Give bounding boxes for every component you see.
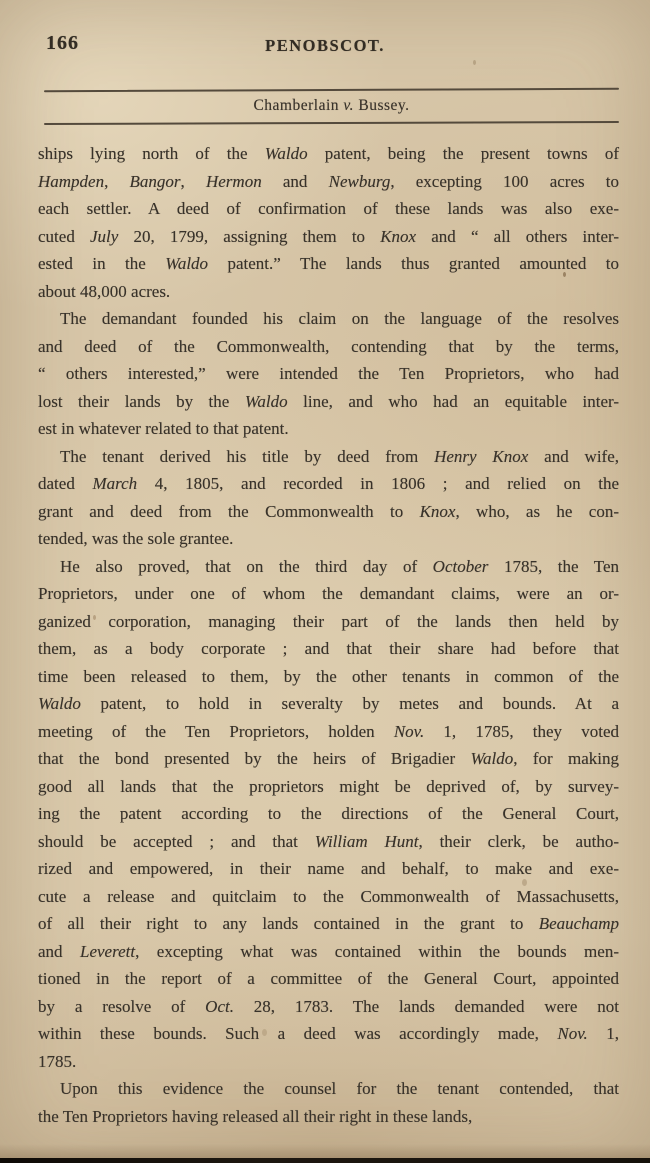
italic-run: William Hunt — [314, 831, 419, 851]
text-line — [38, 415, 619, 443]
text-run: time been released to them, by the other tenants in common of the — [38, 666, 619, 686]
text-run: 28, 1783. The lands demanded were not — [233, 996, 619, 1016]
paragraph — [38, 1075, 619, 1130]
text-run: dated — [38, 474, 93, 493]
running-title: PENOBSCOT. — [265, 36, 385, 55]
text-run: ested in the — [38, 254, 166, 273]
text-run: , excepting what was contained within the bounds men- — [135, 941, 619, 961]
text-line — [38, 800, 619, 828]
paragraph — [38, 443, 619, 553]
text-run: , for making — [513, 749, 619, 768]
text-run: within these bounds. Such a deed was accordingly made, — [38, 1024, 558, 1043]
text-line — [38, 993, 619, 1021]
text-run: rized and empowered, in their name and behalf, to make and exe- — [38, 859, 619, 878]
paragraph — [38, 553, 619, 1076]
text-run: by a resolve of — [38, 996, 206, 1016]
text-run: Chamberlain — [253, 97, 344, 114]
text-line — [38, 525, 619, 553]
text-line — [38, 195, 619, 223]
italic-run: Waldo — [244, 391, 288, 411]
text-line — [38, 470, 619, 498]
text-line — [38, 608, 619, 636]
text-run: that the bond presented by the heirs of Brigadier — [38, 749, 471, 768]
text-run: and — [38, 941, 81, 961]
italic-run: Oct. — [205, 996, 234, 1016]
text-run: patent.” The lands thus granted amounted to — [208, 254, 620, 273]
italic-run: Bangor — [129, 171, 181, 191]
scan-edge — [0, 1158, 650, 1163]
text-run: and “ all others inter- — [416, 226, 619, 246]
text-run: ganized corporation, managing their part of the lands then held by — [38, 611, 619, 631]
page-bottom-shading — [0, 1144, 650, 1158]
text-run: and deed of the Commonwealth, contending that by the terms, — [38, 336, 619, 356]
text-run: The demandant founded his claim on the language of the resolves — [60, 309, 619, 328]
italic-run: Hampden — [38, 171, 105, 191]
text-run: line, and who had an equitable inter- — [287, 391, 619, 411]
text-run: and wife, — [528, 446, 619, 466]
text-run: good all lands that the proprietors might be deprived of, by survey- — [38, 776, 619, 796]
text-line — [38, 278, 619, 306]
text-line — [38, 718, 619, 746]
text-line — [38, 965, 619, 993]
text-line — [38, 635, 619, 663]
text-run: The tenant derived his title by deed from — [60, 446, 435, 466]
text-line — [38, 828, 619, 856]
italic-run: v. — [343, 97, 354, 114]
text-run: 1, 1785, they voted — [424, 721, 619, 741]
text-run: 4, 1805, and recorded in 1806 ; and relied on the — [137, 474, 619, 493]
text-run: meeting of the Ten Proprietors, holden — [38, 721, 394, 741]
italic-run: Nov. — [393, 721, 425, 741]
italic-run: Beauchamp — [538, 914, 619, 933]
text-run: them, as a body corporate ; and that their share had before that — [38, 639, 619, 658]
text-line — [38, 1103, 619, 1131]
case-title — [44, 97, 619, 115]
text-line — [38, 883, 619, 911]
text-line — [38, 498, 619, 526]
italic-run: Knox — [380, 226, 417, 246]
italic-run: Waldo — [165, 254, 209, 273]
text-line — [38, 223, 619, 251]
text-line — [38, 443, 619, 471]
text-run: patent, to hold in severalty by metes and bounds. At a — [80, 694, 619, 713]
text-run: Proprietors, under one of whom the demandant claims, were an or- — [38, 584, 619, 603]
text-line — [38, 663, 619, 691]
text-run: lost their lands by the — [38, 391, 245, 411]
text-line — [38, 773, 619, 801]
text-run: 1, — [587, 1024, 620, 1043]
text-run: 1785, the Ten — [488, 556, 619, 576]
text-run: Bussey. — [354, 97, 410, 114]
text-run: the Ten Proprietors having released all their right in these lands, — [38, 1106, 473, 1126]
text-run: grant and deed from the Commonwealth to — [38, 501, 420, 521]
text-line — [38, 168, 619, 196]
text-run: cute a release and quitclaim to the Commonwealth of Massachusetts, — [38, 886, 619, 906]
text-run: of all their right to any lands contained in the grant to — [38, 914, 539, 933]
text-run: , — [104, 171, 130, 191]
text-line — [38, 855, 619, 883]
text-line — [38, 910, 619, 938]
text-run: , who, as he con- — [455, 501, 619, 521]
text-run: should be accepted ; and that — [38, 831, 315, 851]
text-line — [38, 140, 619, 168]
text-line — [38, 333, 619, 361]
text-run: tended, was the sole grantee. — [38, 529, 234, 548]
text-run: , excepting 100 acres to — [390, 171, 620, 191]
text-line — [38, 388, 619, 416]
text-run: He also proved, that on the third day of — [60, 556, 433, 576]
text-line — [38, 1020, 619, 1048]
text-line — [38, 580, 619, 608]
text-run: , — [180, 171, 206, 191]
text-line — [38, 250, 619, 278]
text-run: about 48,000 acres. — [38, 281, 171, 301]
text-line — [38, 1048, 619, 1076]
text-line — [38, 305, 619, 333]
italic-run: Waldo — [470, 749, 514, 768]
italic-run: October — [432, 556, 489, 576]
text-run: each settler. A deed of confirmation of these lands was also exe- — [38, 199, 619, 218]
text-line — [38, 938, 619, 966]
paragraph — [38, 140, 619, 305]
italic-run: Waldo — [38, 694, 81, 713]
text-run: patent, being the present towns of — [307, 144, 619, 163]
body-text — [38, 140, 619, 1130]
text-run: tioned in the report of a committee of the General Court, appointed — [38, 969, 619, 988]
page-number: 166 — [46, 32, 79, 54]
text-line — [38, 360, 619, 388]
italic-run: Henry Knox — [434, 446, 529, 466]
italic-run: Leverett — [80, 941, 136, 961]
text-run: 1785. — [38, 1051, 77, 1071]
text-run: ships lying north of the — [38, 144, 265, 163]
paragraph — [38, 305, 619, 443]
text-run: Upon this evidence the counsel for the tenant contended, that — [60, 1079, 619, 1098]
text-run: “ others interested,” were intended the Ten Proprietors, who had — [38, 364, 619, 383]
text-line — [38, 553, 619, 581]
text-run: cuted — [38, 226, 90, 246]
italic-run: July — [89, 226, 119, 246]
text-line — [38, 1075, 619, 1103]
text-run: and — [261, 171, 329, 191]
italic-run: March — [92, 474, 138, 493]
text-line — [38, 690, 619, 718]
italic-run: Knox — [419, 501, 456, 521]
italic-run: Waldo — [264, 144, 308, 163]
text-run: 20, 1799, assigning them to — [118, 226, 381, 246]
text-run: est in whatever related to that patent. — [38, 419, 289, 438]
header-rule-top — [44, 88, 619, 93]
header-rule-bottom — [44, 121, 619, 125]
text-line — [38, 745, 619, 773]
text-run: ing the patent according to the directions of the General Court, — [38, 804, 619, 823]
italic-run: Nov. — [557, 1024, 588, 1043]
text-run: , their clerk, be autho- — [418, 831, 619, 851]
italic-run: Newburg — [328, 171, 391, 191]
italic-run: Hermon — [205, 171, 262, 191]
